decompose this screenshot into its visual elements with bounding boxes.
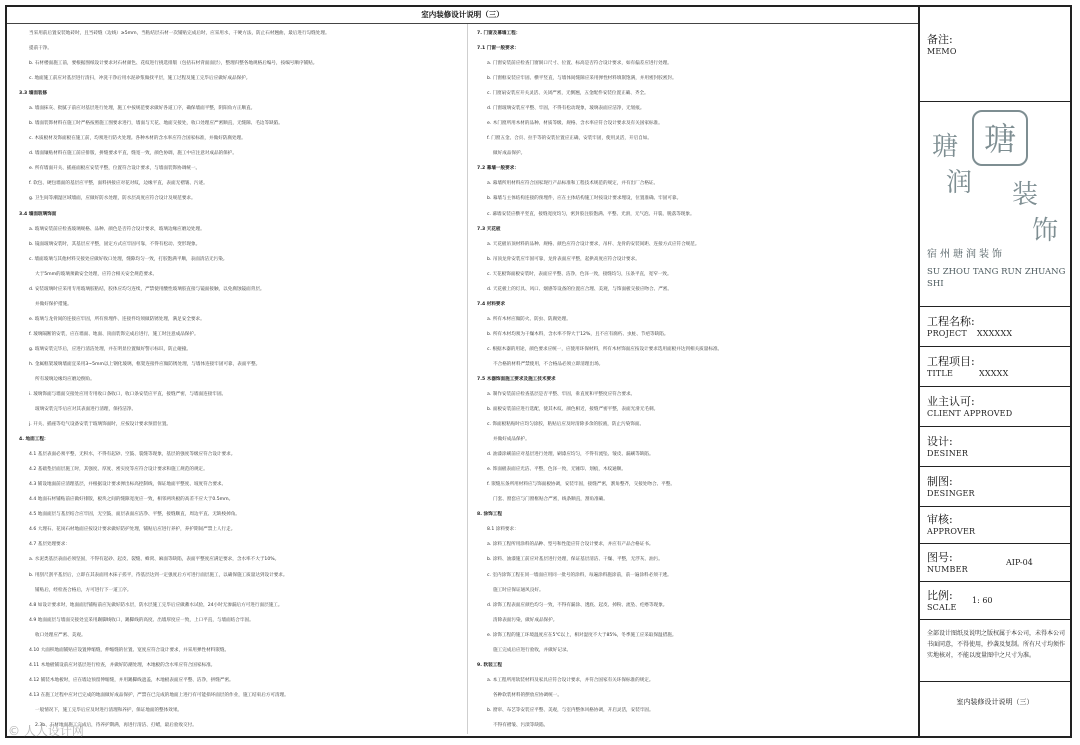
number-value: AIP-04 <box>1006 558 1033 567</box>
title-label-en: TITLE <box>927 369 953 378</box>
text-line: 7. 门窗及幕墙工程： <box>477 31 521 36</box>
approve-label-en: CLIENT APPROVED <box>927 409 1013 418</box>
memo-label-en: MEMO <box>927 47 957 56</box>
text-line: 4.6 大理石、花岗石材地面应按设计要求做好防护处理，铺贴后应进行养护，养护期间严禁上人行走。 <box>29 527 236 533</box>
text-line: d. 天花板上的灯具、风口、烟感等设备的位置应合理、美观，与饰面板交接应吻合、严密。 <box>487 286 672 292</box>
text-line: 4.3 铺设地面前应清理基层，并根据设计要求弹出标高控制线，保证地面平整度、坡度符合要求。 <box>29 482 227 488</box>
text-line: g. 玻璃安装完毕后，应进行清洁处理，并在明显位置做好警示标识，防止碰撞。 <box>29 346 192 352</box>
text-line: f. 门窗五金、合页、拉手等的安装位置应正确，安装牢固，使用灵活，开启自如。 <box>487 136 652 142</box>
column-divider <box>467 24 468 734</box>
text-line: e. 木门窗所用木材的品种、材质等级、规格、含水率应符合设计要求及有关国家标准。 <box>487 121 663 127</box>
number-label-en: NUMBER <box>927 565 968 574</box>
text-line: c. 墙面玻璃与其他材料交接处应做好收口处理，缝隙均匀一致，打胶饱满平顺，表面清洁无污染。 <box>29 256 228 262</box>
text-line: b. 石材楼面施工前，要根据图纸设计要求对石材颜色、花纹进行挑选排版（包括石材背面面层），整理归整各地规格后编号，按编号顺序铺贴。 <box>29 61 318 67</box>
text-line: b. 墙面装饰材料在施工时严格按照施工图要求进行，墙面与天花、地面交接处，收口处理应严密顺直，无缝隙、毛边等缺陷。 <box>29 121 283 127</box>
text-line: b. 所有木材均须为干燥木料，含水率不得大于12%，且不应有腐朽、虫蛀、节疤等缺陷。 <box>487 331 669 337</box>
text-line: 施工完成后应进行验收，并做好记录。 <box>493 647 572 653</box>
title-cell <box>920 347 1070 387</box>
text-line: 各种软装材料的摆放应协调统一。 <box>493 692 562 698</box>
text-line: d. 门窗玻璃安装应平整、牢固，不得有松动现象，玻璃表面应洁净，无划痕。 <box>487 106 645 112</box>
approve-cell <box>920 387 1070 427</box>
title-label: 工程项目: <box>927 355 975 368</box>
text-line: i. 玻璃饰面与墙面交接处应用专用收口条收口，收口条安装应平直，接缝严密，与墙面连接牢固。 <box>29 392 227 398</box>
scale-label: 比例: <box>927 589 953 602</box>
text-line: d. 安装玻璃时应采用专用玻璃胶粘结，胶体应均匀连续，严禁使用酸性玻璃胶直接与镜面接触，以免腐蚀镜面背层。 <box>29 286 265 292</box>
text-line: 7.2 幕墙一般要求： <box>477 166 519 172</box>
text-line: f. 软包、硬包墙面的基层应平整，面料拼接应对花对纹，边缘平直，表面无褶皱、污迹。 <box>29 181 208 187</box>
text-line: a. 墙面抹灰、批腻子前应对基层进行处理，施工中按规范要求做好各道工序，确保墙面平整，阴阳角方正顺直。 <box>29 106 256 112</box>
text-line: d. 墙面镶贴材料在施工前应排版，拼缝要求平直，缝宽一致，颜色协调，施工中应注意对成品的保护。 <box>29 151 237 157</box>
text-line: 8. 涂饰工程 <box>477 512 502 518</box>
text-line: 7.1 门窗一般要求： <box>477 46 519 52</box>
note-cell <box>920 620 1070 682</box>
text-line: 4.10 大面积地面铺贴应设置伸缩缝，伸缩缝的位置、宽度应符合设计要求，并采用弹性材料嵌缝。 <box>29 647 230 653</box>
text-line: b. 用刮尺刮平基层后，立即在其表面用木抹子搓平，待基层达到一定强度后方可进行面层施工，以确保施工质量达到设计要求。 <box>29 572 288 578</box>
text-line: e. 饰面板表面应光洁、平整，色泽一致，无锤印、划痕，木纹通顺。 <box>487 467 626 473</box>
text-line: 7.4 材料要求 <box>477 301 506 307</box>
text-line: 施工时应保证通风良好。 <box>493 587 544 593</box>
text-line: 清除表面污染，做好成品保护。 <box>493 617 558 623</box>
text-line: a. 本工程所用软装材料及家具应符合设计要求，并符合国家有关环保标准的规定。 <box>487 677 654 683</box>
text-line: h. 金属框架玻璃墙面宜采用3~5mm以上钢化玻璃，框架连接件应做防锈处理，与墙体连接牢固可靠，表面平整。 <box>29 361 261 367</box>
text-line: 门套、窗套应与门窗框贴合严密，线条顺直，割角准确。 <box>493 497 608 503</box>
draw-label-en: DESINGER <box>927 489 975 498</box>
text-line: f. 玻璃隔断的安装，应在墙面、地面、顶面装饰完成后进行，施工时注意成品保护。 <box>29 331 199 337</box>
design-label-en: DESINER <box>927 449 969 458</box>
text-line: c. 木质板材及饰面板在施工前，均须进行防火处理。各种木材的含水率应符合国家标准，并做好防腐处理。 <box>29 136 246 142</box>
text-line: a. 涂料工程所用涂料的品种、型号和性能应符合设计要求，并应有产品合格证书。 <box>487 542 654 548</box>
text-line: 4.12 铺装木地板时，应在墙边预留伸缩缝，并用踢脚线遮盖，木地板表面应平整、洁净，拼缝严密。 <box>29 677 234 683</box>
text-line: 提前干净。 <box>29 46 52 52</box>
company-seal-logo: 瑭 <box>972 110 1028 166</box>
text-line: g. 卫生间等潮湿区域墙面，应做好防水处理，防水层高度应符合设计及规范要求。 <box>29 196 196 202</box>
text-line: 所有玻璃边缘均应磨边倒角。 <box>35 376 95 382</box>
text-line: 4.7 基层处理要求： <box>29 542 70 548</box>
text-line: c. 地面施工前应对基层进行清扫，冲洗干净后用水泥砂浆做找平层，施工过程及施工完毕后应做好成品保护。 <box>29 76 251 82</box>
text-line: 收口处理应严密、美观。 <box>35 632 86 638</box>
text-line: 不合格的材料严禁使用，不合格品必须立即清理出场。 <box>493 361 604 367</box>
main-content <box>7 7 920 736</box>
text-line: a. 水泥类基层表面必须坚固，不得有起砂、起皮、裂缝、蜂窝、麻面等缺陷，表面平整度应满足要求，含水率不大于10%。 <box>29 557 280 563</box>
text-line: 4.4 地面石材铺贴前应做好排版，板块之间的缝隙宽度应一致，相邻两块板的高差不应大于0.5mm。 <box>29 497 234 503</box>
check-label-en: APPROVER <box>927 527 976 536</box>
text-line: f. 嵌缝压条所用材料应与饰面板协调，安装牢固，接缝严密，割角整齐，交接处吻合、平整。 <box>487 482 675 488</box>
text-line: 不得有褶皱、污渍等缺陷。 <box>493 722 549 728</box>
scale-cell <box>920 582 1070 620</box>
text-line: 4.1 基层表面必须平整，无积水，不得有起砂、空鼓、裂缝等现象，基层的强度等级应符合设计要求。 <box>29 452 236 458</box>
text-line: a. 玻璃安装前应检查玻璃规格、品种、颜色是否符合设计要求，玻璃边缘应磨边处理。 <box>29 226 205 232</box>
text-line: 4.9 地面面层与墙面交接处宜采用踢脚线收口，踢脚线的高度、出墙厚度应一致，上口平直，与墙面结合牢固。 <box>29 617 254 623</box>
page-title: 室内装修设计说明（三） <box>7 7 918 24</box>
drawing-sheet <box>5 5 1072 738</box>
text-line: c. 幕墙安装应横平竖直，接缝宽度均匀，密封胶注胶饱满、平整、光滑，无气泡、开裂、脱落等现象。 <box>487 211 695 217</box>
title-value: XXXXX <box>978 369 1009 378</box>
text-line: 一般情况下，施工完毕后应及时进行清理和养护，保证地面的整体效果。 <box>35 707 183 713</box>
scale-label-en: SCALE <box>927 603 957 612</box>
text-line: c. 根据木器的用途，颜色要求应统一，应使用环保材料，所有木材饰面应按设计要求选用面板并达到相关质量标准。 <box>487 346 723 352</box>
text-line: b. 涂料、油漆施工前应对基层进行处理，保证基层清洁、干燥、平整，无浮灰、油污。 <box>487 557 663 563</box>
text-line: j. 开关、插座等电气设备安装于玻璃饰面时，应按设计要求预留位置。 <box>29 422 172 428</box>
project-label-en: PROJECT <box>927 329 967 338</box>
text-line: 铺贴后，经检查合格后，方可进行下一道工序。 <box>35 587 132 593</box>
text-line: a. 所有木材应做防火、防虫、防腐处理。 <box>487 316 571 322</box>
text-line: 4.2 基础垫层面层施工时，其强度、厚度、密实度等应符合设计要求和施工规范的规定。 <box>29 467 208 473</box>
text-line: c. 室内涂饰工程在同一墙面应用同一批号的涂料，每遍涂料施涂前，前一遍涂料必须干透。 <box>487 572 672 578</box>
footer-title: 室内装修设计说明（三） <box>956 698 1034 706</box>
text-line: a. 天花板吊顶材料的品种、规格、颜色应符合设计要求，吊杆、龙骨的安装间距、连接方式应符合规范。 <box>487 241 700 247</box>
text-line: a. 幕墙所用材料应符合国家现行产品标准和工程技术规范的规定，并有出厂合格证。 <box>487 181 659 187</box>
text-line: 9. 软装工程 <box>477 662 502 668</box>
number-cell <box>920 544 1070 582</box>
text-line: b. 幕墙与主体结构连接的预埋件，应在主体结构施工时按设计要求埋设，位置准确、牢固可靠。 <box>487 196 682 202</box>
scale-value: 1: 60 <box>972 596 993 605</box>
text-line: b. 窗帘、布艺等安装应平整、美观，与室内整体风格协调，开启灵活，安装牢固。 <box>487 707 654 713</box>
logo-cell <box>920 102 1070 307</box>
brand-name-en: SU ZHOU TANG RUN ZHUANG SHI <box>927 267 1066 289</box>
copyright-note: 全部设计图纸及说明之版权属于本公司，未得本公司书面同意，不得使用，抄袭及复制。所有尺寸均须作实地核对，不能以度量图中之尺寸为准。 <box>927 630 1066 659</box>
logo-char-1: 瑭 <box>932 132 959 162</box>
text-line: 7.3 天花板 <box>477 226 501 232</box>
text-line: 当采用前后置安装地砖时，且当砖缝（边线）≥5mm，当粘结层石材一次铺贴完成后时，应采用水，干硬方法，防止石材翘曲，最后进行勾缝处理。 <box>29 31 330 36</box>
text-line: 4.11 木地板铺设前应对基层进行检查，并做好防潮处理，木地板的含水率应符合国家标准。 <box>29 662 216 668</box>
text-line: b. 镜面玻璃安装时，其基层应平整，固定方式应牢固可靠，不得有松动、变形现象。 <box>29 241 201 247</box>
memo-label: 备注: <box>927 33 953 46</box>
text-line: 玻璃安装完毕后应对其表面进行清理，保持洁净。 <box>35 407 137 413</box>
check-cell <box>920 507 1070 544</box>
text-line: 4.8 如设计要求时，地面面层铺贴前应先做好防水层，防水层施工完毕后应做蓄水试验，24小时无渗漏后方可进行面层施工。 <box>29 602 283 608</box>
draw-cell <box>920 467 1070 507</box>
text-line: a. 制作安装前应检查基层是否平整、牢固，垂直度和平整度应符合要求。 <box>487 392 636 398</box>
text-line: b. 面板安装前应进行选配，使其木纹、颜色相近，接缝严密平整，表面光滑无毛刺。 <box>487 407 659 413</box>
text-line: c. 天花板饰面板安装时，表面应平整、洁净，色泽一致，接缝均匀，压条平直，宽窄一致。 <box>487 271 672 277</box>
text-line: 2.3b、石材地面施工完成后，待养护期满，再进行清洁、打蜡，最后验收交付。 <box>35 722 197 728</box>
text-line: b. 吊顶龙骨安装应牢固可靠，龙骨表面应平整，起拱高度应符合设计要求。 <box>487 256 640 262</box>
design-cell <box>920 427 1070 467</box>
right-column <box>477 24 913 734</box>
text-line: e. 所有墙面开关、插座面板应安装平整，位置符合设计要求，与墙面装饰协调统一。 <box>29 166 201 172</box>
logo-char-2: 润 <box>946 168 973 198</box>
project-value: XXXXXX <box>976 329 1013 338</box>
text-line: 4.5 地面面层与基层结合应牢固，无空鼓，面层表面应洁净、平整，接缝顺直，周边平直、无缺棱掉角。 <box>29 512 240 518</box>
number-label: 图号: <box>927 551 953 564</box>
draw-label: 制图: <box>927 475 953 488</box>
project-label: 工程名称: <box>927 315 975 328</box>
text-line: 7.5 木器饰面施工要求及施工技术要求 <box>477 376 556 382</box>
title-block <box>920 7 1070 736</box>
text-line: 做好成品保护。 <box>493 151 526 157</box>
text-line: b. 门窗框安装应牢固、横平竖直，与墙体间缝隙应采用弹性材料填嵌饱满，并用密封胶密封。 <box>487 76 677 82</box>
text-line: 并做好成品保护。 <box>493 437 530 443</box>
approve-label: 业主认可: <box>927 395 975 408</box>
project-cell <box>920 307 1070 347</box>
left-column <box>19 24 459 734</box>
watermark: © 人人设计网 <box>8 724 84 738</box>
logo-char-4: 饰 <box>1032 216 1059 246</box>
text-line: 3.3 墙面装修 <box>19 91 48 97</box>
text-line: 8.1 涂料要求： <box>487 527 519 533</box>
design-label: 设计: <box>927 435 953 448</box>
brand-name-cn: 宿州瑭润装饰 <box>927 249 1005 260</box>
text-line: e. 玻璃与龙骨间的连接应牢固，所有预埋件、连接件均须做防锈处理，满足安全要求。 <box>29 316 205 322</box>
text-line: d. 涂饰工程表面应颜色均匀一致，不得有漏涂、透底、起皮、掉粉、流坠、疙瘩等现象。 <box>487 602 668 608</box>
check-label: 审核: <box>927 513 953 526</box>
text-line: 并做好保护措施。 <box>35 301 72 307</box>
text-line: c. 饰面板粘贴时应均匀涂胶，粘贴后应及时清除多余的胶液，防止污染饰面。 <box>487 422 645 428</box>
text-line: 3.4 墙面玻璃饰面 <box>19 211 57 217</box>
text-line: a. 门窗安装前应检查门窗洞口尺寸、位置、标高是否符合设计要求，如有偏差应进行处理。 <box>487 61 672 67</box>
logo-char-3: 装 <box>1012 180 1039 210</box>
text-line: d. 油漆涂刷前应对基层进行处理，刷漆应均匀，不得有流坠、皱皮、漏刷等缺陷。 <box>487 452 654 458</box>
text-line: e. 涂饰工程的施工环境温度应在5℃以上，相对湿度不大于85%，冬季施工应采取保温措施。 <box>487 632 677 638</box>
text-line: c. 门窗扇安装应开关灵活、关闭严密，无倒翘，五金配件安装位置正确、齐全。 <box>487 91 649 97</box>
text-line: 4.13 在施工过程中应对已完成的地面做好成品保护，严禁在已完成的地面上进行有可能损坏面层的作业，施工结束后方可清理。 <box>29 692 289 698</box>
memo-cell <box>920 7 1070 102</box>
text-line: 大于5mm的玻璃须做安全处理，应符合相关安全规范要求。 <box>35 271 158 277</box>
text-line: 4. 地面工程： <box>19 437 49 443</box>
